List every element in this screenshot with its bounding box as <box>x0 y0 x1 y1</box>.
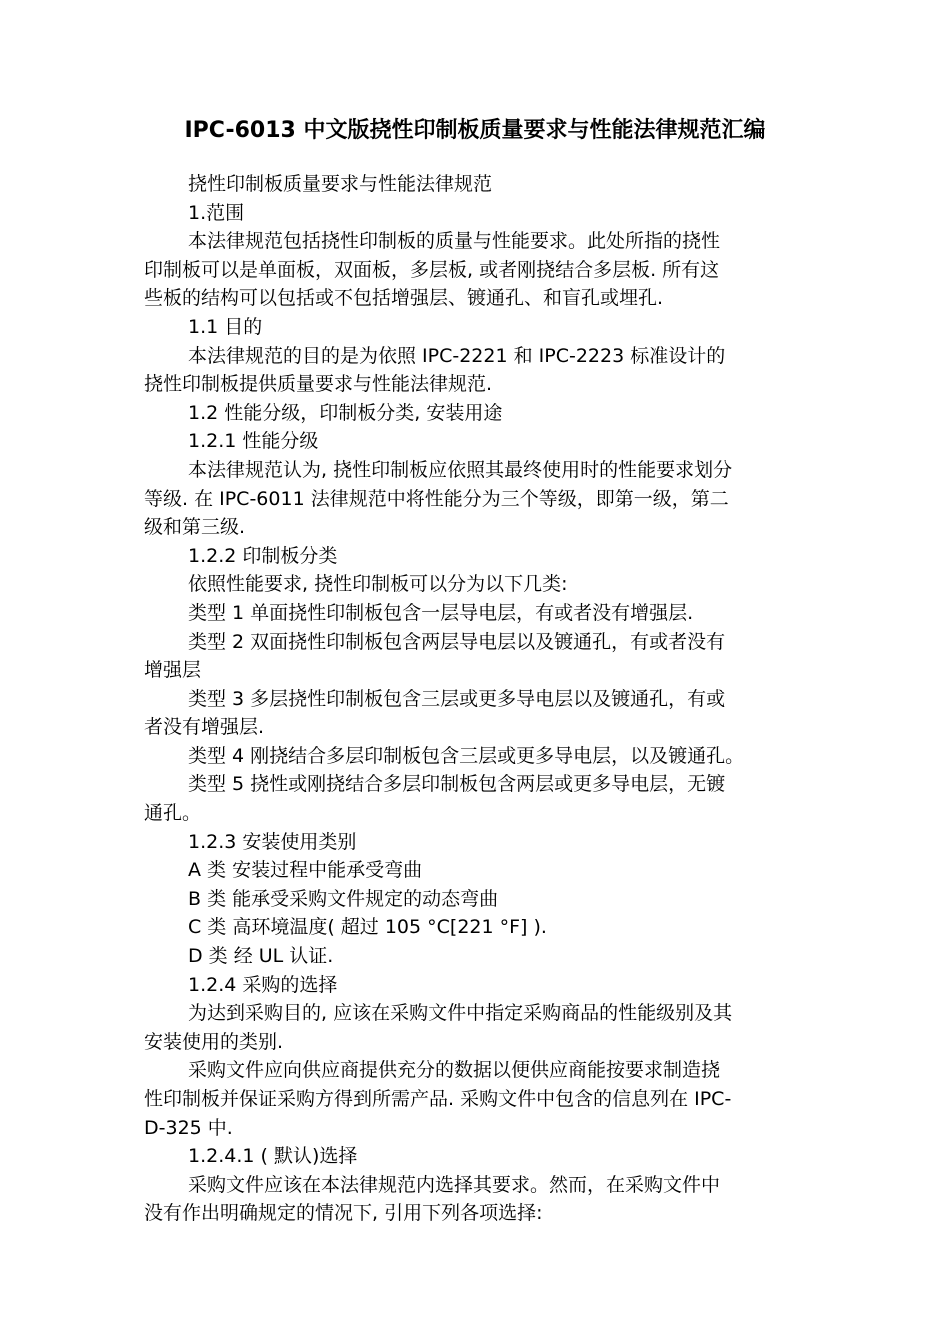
paragraph <box>144 628 806 685</box>
paragraph <box>144 999 806 1056</box>
paragraph <box>144 885 806 914</box>
text-line: 没有作出明确规定的情况下, 引用下列各项选择: <box>144 1202 543 1225</box>
text-line: 为达到采购目的, 应该在采购文件中指定采购商品的性能级别及其 <box>188 1002 733 1025</box>
text-line: D 类 经 UL 认证. <box>188 945 334 968</box>
text-line: 1.2.1 性能分级 <box>188 430 319 453</box>
text-line: 1.2.2 印制板分类 <box>188 544 338 567</box>
text-line: 本法律规范的目的是为依照 IPC-2221 和 IPC-2223 标准设计的 <box>188 344 726 367</box>
text-line: 本法律规范包括挠性印制板的质量与性能要求。此处所指的挠性 <box>188 230 721 253</box>
paragraph <box>144 427 806 456</box>
paragraph <box>144 913 806 942</box>
text-line: 通孔。 <box>144 802 202 825</box>
text-line: 1.2 性能分级，印制板分类, 安装用途 <box>188 401 503 424</box>
paragraph <box>144 685 806 742</box>
paragraph <box>144 199 806 228</box>
text-line: 挠性印制板质量要求与性能法律规范 <box>188 173 493 195</box>
paragraph <box>144 399 806 428</box>
text-line: 些板的结构可以包括或不包括增强层、镀通孔、和盲孔或埋孔. <box>144 287 664 310</box>
text-line: 采购文件应向供应商提供充分的数据以便供应商能按要求制造挠 <box>188 1059 721 1082</box>
text-line: 类型 4 刚挠结合多层印制板包含三层或更多导电层，以及镀通孔。 <box>188 744 745 767</box>
text-line: 性印制板并保证采购方得到所需产品. 采购文件中包含的信息列在 IPC- <box>144 1088 732 1110</box>
paragraph <box>144 1171 806 1228</box>
paragraph <box>144 456 806 542</box>
paragraph <box>144 971 806 1000</box>
text-line: 类型 5 挠性或刚挠结合多层印制板包含两层或更多导电层，无镀 <box>188 773 726 796</box>
paragraph <box>144 856 806 885</box>
text-line: 类型 3 多层挠性印制板包含三层或更多导电层以及镀通孔，有或 <box>188 687 726 710</box>
paragraph <box>144 742 806 771</box>
text-line: 安装使用的类别. <box>144 1030 284 1053</box>
text-line: C 类 高环境温度( 超过 105 °C[221 °F] ). <box>188 916 547 939</box>
text-line: A 类 安装过程中能承受弯曲 <box>188 859 423 882</box>
text-line: 等级. 在 IPC-6011 法律规范中将性能分为三个等级，即第一级，第二 <box>144 487 729 510</box>
text-line: 1.范围 <box>188 201 245 224</box>
text-line: 挠性印制板提供质量要求与性能法律规范. <box>144 373 493 396</box>
text-line: 印制板可以是单面板，双面板，多层板, 或者刚挠结合多层板. 所有这 <box>144 258 720 281</box>
text-line: D-325 中. <box>144 1116 233 1139</box>
text-line: 依照性能要求, 挠性印制板可以分为以下几类: <box>188 573 568 596</box>
paragraph <box>144 227 806 313</box>
text-line: B 类 能承受采购文件规定的动态弯曲 <box>188 887 499 910</box>
text-line: 类型 1 单面挠性印制板包含一层导电层，有或者没有增强层. <box>188 601 694 624</box>
text-line: 本法律规范认为, 挠性印制板应依照其最终使用时的性能要求划分 <box>188 458 733 481</box>
paragraph <box>144 770 806 827</box>
document-title: IPC-6013 中文版挠性印制板质量要求与性能法律规范汇编 <box>184 118 766 143</box>
paragraph <box>144 599 806 628</box>
paragraph <box>144 313 806 342</box>
text-line: 1.2.3 安装使用类别 <box>188 830 357 853</box>
paragraph <box>144 1056 806 1142</box>
paragraph <box>144 1142 806 1171</box>
text-line: 类型 2 双面挠性印制板包含两层导电层以及镀通孔，有或者没有 <box>188 630 726 653</box>
text-line: 级和第三级. <box>144 516 246 539</box>
paragraph <box>144 342 806 399</box>
text-line: 者没有增强层. <box>144 716 265 739</box>
paragraph <box>144 542 806 571</box>
paragraph <box>144 942 806 971</box>
paragraph <box>144 828 806 857</box>
paragraph <box>144 170 806 199</box>
text-line: 1.2.4 采购的选择 <box>188 973 338 996</box>
text-line: 1.2.4.1 ( 默认)选择 <box>188 1145 358 1168</box>
text-line: 增强层 <box>144 659 202 682</box>
paragraph <box>144 570 806 599</box>
text-line: 1.1 目的 <box>188 315 263 338</box>
text-line: 采购文件应该在本法律规范内选择其要求。然而，在采购文件中 <box>188 1173 721 1196</box>
document-body <box>144 170 806 1228</box>
